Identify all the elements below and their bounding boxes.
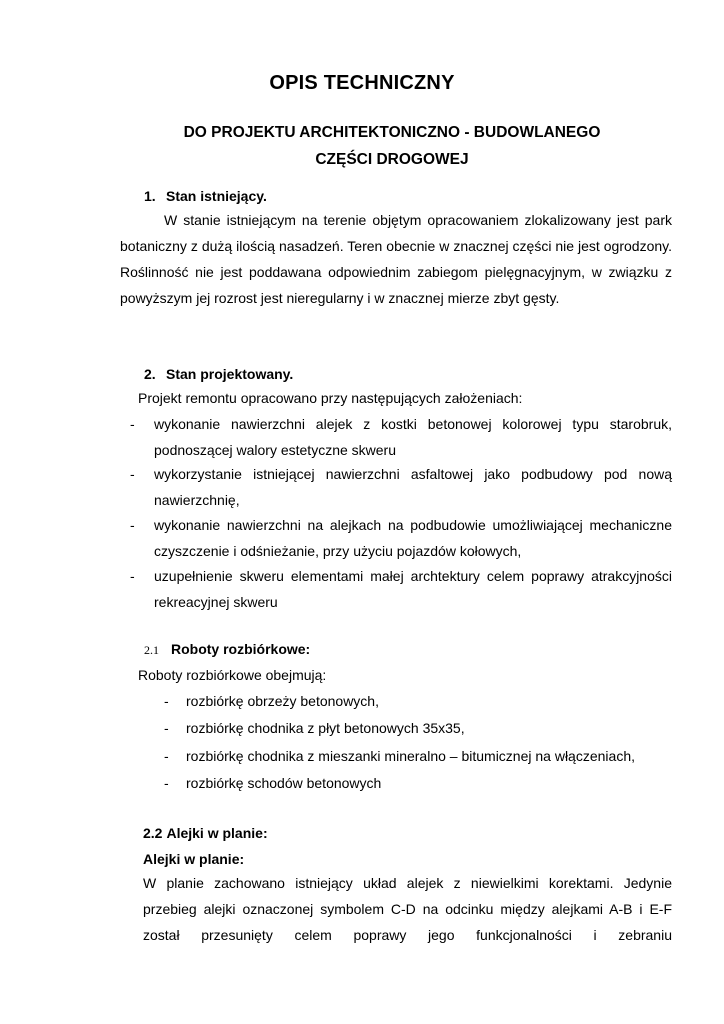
list-item: wykonanie nawierzchni alejek z kostki betonowej kolorowej typu starobruk, podnoszącej walory estetyczne skweru (154, 416, 672, 458)
section-1-number: 1. (144, 188, 156, 204)
list-item: rozbiórkę chodnika z płyt betonowych 35x35, (186, 720, 465, 736)
bullet-dash: - (164, 693, 169, 709)
list-item: rozbiórkę obrzeży betonowych, (186, 693, 379, 709)
section-2-2-title: Alejki w planie: (166, 825, 268, 841)
section-2-1-intro: Roboty rozbiórkowe obejmują: (138, 667, 327, 683)
list-item: rozbiórkę schodów betonowych (186, 775, 382, 791)
bullet-dash: - (130, 517, 135, 533)
list-item: uzupełnienie skweru elementami małej archtektury celem poprawy atrakcyjności rekreacyjnej skweru (154, 568, 672, 610)
section-2-2-heading (143, 825, 268, 841)
section-2-2-subheading: Alejki w planie: (143, 851, 245, 867)
section-2-2-paragraph: W planie zachowano istniejący układ alejek z niewielkimi korektami. Jedynie przebieg alejki oznaczonej symbolem C-D na odcinku między alejkami A-B i E-F został przesunięty celem poprawy jego funkcjonalności i zebraniu (143, 875, 672, 943)
section-2-2-number: 2.2 (143, 825, 163, 841)
section-2-title: Stan projektowany. (166, 366, 294, 382)
bullet-dash: - (164, 748, 169, 764)
bullet-dash: - (164, 720, 169, 736)
bullet-dash: - (130, 416, 135, 432)
document-subtitle (110, 119, 674, 173)
section-1-heading (144, 188, 267, 204)
list-item: wykonanie nawierzchni na alejkach na podbudowie umożliwiającej mechaniczne czyszczenie i odśnieżanie, przy użyciu pojazdów kołowych, (154, 517, 672, 559)
document-title: OPIS TECHNICZNY (269, 72, 455, 94)
subtitle-line-1: DO PROJEKTU ARCHITEKTONICZNO - BUDOWLANEGO (183, 124, 601, 141)
subtitle-line-2: CZĘŚCI DROGOWEJ (315, 151, 469, 168)
section-1-paragraph: W stanie istniejącym na terenie objętym opracowaniem zlokalizowany jest park botaniczny z dużą ilością nasadzeń. Teren obecnie w znacznej części nie jest ogrodzony. Roślinność nie jest poddawana odpowiednim zabiegom pielęgnacyjnym, w związku z powyższym jej rozrost jest nieregularny i w znacznej mierze zbyt gęsty. (120, 212, 672, 306)
section-2-heading (144, 366, 293, 382)
list-item: wykorzystanie istniejącej nawierzchni asfaltowej jako podbudowy pod nową nawierzchnię, (154, 466, 672, 508)
bullet-dash: - (130, 568, 135, 584)
bullet-dash: - (164, 775, 169, 791)
list-item: rozbiórkę chodnika z mieszanki mineralno – bitumicznej na włączeniach, (186, 748, 635, 764)
section-2-1-title: Roboty rozbiórkowe: (171, 641, 311, 657)
section-2-1-heading (144, 641, 310, 658)
section-2-number: 2. (144, 366, 156, 382)
section-1-title: Stan istniejący. (166, 188, 267, 204)
section-2-intro: Projekt remontu opracowano przy następujących założeniach: (138, 390, 523, 406)
section-2-1-number: 2.1 (144, 643, 159, 657)
bullet-dash: - (130, 466, 135, 482)
